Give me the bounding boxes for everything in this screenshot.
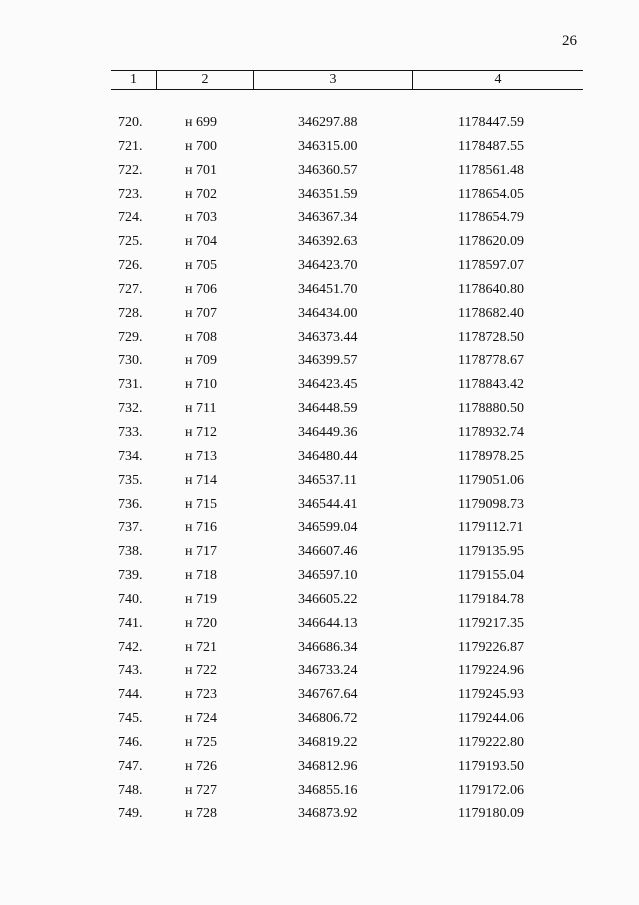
- coord-y: 1178978.25: [458, 448, 524, 464]
- coord-y: 1178597.07: [458, 258, 524, 274]
- coord-x: 346873.92: [298, 806, 358, 822]
- table-row: [0, 446, 639, 470]
- coord-y: 1179244.06: [458, 711, 524, 727]
- coord-x: 346315.00: [298, 138, 358, 154]
- row-index: 736.: [118, 496, 143, 512]
- row-index: 743.: [118, 663, 143, 679]
- coord-y: 1179112.71: [458, 520, 524, 536]
- point-id: н 721: [185, 639, 217, 655]
- point-id: н 706: [185, 281, 217, 297]
- row-index: 729.: [118, 329, 143, 345]
- table-row: [0, 660, 639, 684]
- coord-x: 346423.45: [298, 377, 358, 393]
- coord-y: 1178880.50: [458, 401, 524, 417]
- coord-x: 346351.59: [298, 186, 358, 202]
- coord-x: 346392.63: [298, 234, 358, 250]
- coord-y: 1178728.50: [458, 329, 524, 345]
- point-id: н 701: [185, 162, 217, 178]
- table-row: [0, 637, 639, 661]
- coord-x: 346605.22: [298, 591, 358, 607]
- point-id: н 712: [185, 424, 217, 440]
- coord-x: 346767.64: [298, 687, 358, 703]
- point-id: н 726: [185, 758, 217, 774]
- table-row: [0, 565, 639, 589]
- point-id: н 711: [185, 401, 217, 417]
- row-index: 720.: [118, 115, 143, 130]
- coord-y: 1179217.35: [458, 615, 524, 631]
- coord-y: 1179226.87: [458, 639, 524, 655]
- coord-y: 1179098.73: [458, 496, 524, 512]
- table-row: [0, 398, 639, 422]
- row-index: 722.: [118, 162, 143, 178]
- coord-x: 346544.41: [298, 496, 358, 512]
- row-index: 741.: [118, 615, 143, 631]
- coord-y: 1179222.80: [458, 734, 524, 750]
- row-index: 727.: [118, 281, 143, 297]
- coord-x: 346597.10: [298, 568, 358, 584]
- point-id: н 704: [185, 234, 217, 250]
- point-id: н 708: [185, 329, 217, 345]
- header-col-4: 4: [412, 71, 583, 89]
- header-col-3: 3: [253, 71, 412, 89]
- point-id: н 714: [185, 472, 217, 488]
- row-index: 749.: [118, 806, 143, 822]
- point-id: н 727: [185, 782, 217, 798]
- coord-x: 346360.57: [298, 162, 358, 178]
- table-row: [0, 494, 639, 518]
- coord-x: 346297.88: [298, 115, 358, 130]
- coord-y: 1178620.09: [458, 234, 524, 250]
- coord-y: 1179180.09: [458, 806, 524, 822]
- coord-y: 1178932.74: [458, 424, 524, 440]
- coord-y: 1178654.05: [458, 186, 524, 202]
- row-index: 737.: [118, 520, 143, 536]
- row-index: 747.: [118, 758, 143, 774]
- point-id: н 702: [185, 186, 217, 202]
- coord-y: 1179172.06: [458, 782, 524, 798]
- coord-y: 1179224.96: [458, 663, 524, 679]
- point-id: н 725: [185, 734, 217, 750]
- point-id: н 710: [185, 377, 217, 393]
- table-row: [0, 541, 639, 565]
- coord-x: 346733.24: [298, 663, 358, 679]
- table-row: [0, 327, 639, 351]
- row-index: 733.: [118, 424, 143, 440]
- table-row: [0, 780, 639, 804]
- coord-y: 1178778.67: [458, 353, 524, 369]
- row-index: 739.: [118, 568, 143, 584]
- table-row: [0, 708, 639, 732]
- table-row: [0, 279, 639, 303]
- coord-x: 346367.34: [298, 210, 358, 226]
- table-row: [0, 756, 639, 780]
- coord-y: 1179245.93: [458, 687, 524, 703]
- coord-x: 346644.13: [298, 615, 358, 631]
- row-index: 746.: [118, 734, 143, 750]
- coord-y: 1178843.42: [458, 377, 524, 393]
- point-id: н 717: [185, 544, 217, 560]
- table-header: [111, 70, 583, 90]
- point-id: н 724: [185, 711, 217, 727]
- coord-x: 346423.70: [298, 258, 358, 274]
- table-row: [0, 112, 639, 136]
- row-index: 735.: [118, 472, 143, 488]
- table-row: [0, 517, 639, 541]
- row-index: 734.: [118, 448, 143, 464]
- point-id: н 713: [185, 448, 217, 464]
- row-index: 745.: [118, 711, 143, 727]
- point-id: н 709: [185, 353, 217, 369]
- table-row: [0, 160, 639, 184]
- point-id: н 699: [185, 115, 217, 130]
- page-number: 26: [562, 33, 577, 49]
- table-row: [0, 589, 639, 613]
- coord-x: 346537.11: [298, 472, 357, 488]
- point-id: н 728: [185, 806, 217, 822]
- row-index: 725.: [118, 234, 143, 250]
- coord-y: 1178682.40: [458, 305, 524, 321]
- point-id: н 705: [185, 258, 217, 274]
- coord-y: 1178487.55: [458, 138, 524, 154]
- table-row: [0, 136, 639, 160]
- point-id: н 723: [185, 687, 217, 703]
- coord-x: 346607.46: [298, 544, 358, 560]
- table-row: [0, 255, 639, 279]
- point-id: н 703: [185, 210, 217, 226]
- table-row: [0, 422, 639, 446]
- coord-x: 346806.72: [298, 711, 358, 727]
- row-index: 738.: [118, 544, 143, 560]
- point-id: н 715: [185, 496, 217, 512]
- table-row: [0, 374, 639, 398]
- coord-y: 1179184.78: [458, 591, 524, 607]
- table-row: [0, 684, 639, 708]
- header-col-2: 2: [156, 71, 253, 89]
- coord-x: 346855.16: [298, 782, 358, 798]
- point-id: н 720: [185, 615, 217, 631]
- point-id: н 716: [185, 520, 217, 536]
- point-id: н 718: [185, 568, 217, 584]
- table-row: [0, 613, 639, 637]
- table-row: [0, 470, 639, 494]
- header-col-1: 1: [130, 72, 137, 87]
- row-index: 742.: [118, 639, 143, 655]
- row-index: 740.: [118, 591, 143, 607]
- table-row: [0, 732, 639, 756]
- row-index: 730.: [118, 353, 143, 369]
- coord-y: 1178447.59: [458, 115, 524, 130]
- point-id: н 722: [185, 663, 217, 679]
- coord-x: 346686.34: [298, 639, 358, 655]
- table-row: [0, 184, 639, 208]
- coord-y: 1178654.79: [458, 210, 524, 226]
- row-index: 732.: [118, 401, 143, 417]
- row-index: 723.: [118, 186, 143, 202]
- coord-x: 346480.44: [298, 448, 358, 464]
- coord-x: 346819.22: [298, 734, 358, 750]
- row-index: 728.: [118, 305, 143, 321]
- row-index: 724.: [118, 210, 143, 226]
- coord-x: 346812.96: [298, 758, 358, 774]
- table-row: [0, 231, 639, 255]
- point-id: н 700: [185, 138, 217, 154]
- coord-x: 346449.36: [298, 424, 358, 440]
- row-index: 744.: [118, 687, 143, 703]
- coord-y: 1178640.80: [458, 281, 524, 297]
- coord-y: 1179155.04: [458, 568, 524, 584]
- coord-x: 346434.00: [298, 305, 358, 321]
- point-id: н 719: [185, 591, 217, 607]
- table-row: [0, 803, 639, 827]
- row-index: 721.: [118, 138, 143, 154]
- coord-y: 1179051.06: [458, 472, 524, 488]
- point-id: н 707: [185, 305, 217, 321]
- coord-x: 346448.59: [298, 401, 358, 417]
- coord-x: 346399.57: [298, 353, 358, 369]
- table-body: [0, 112, 639, 827]
- coord-x: 346373.44: [298, 329, 358, 345]
- table-row: [0, 350, 639, 374]
- coord-x: 346599.04: [298, 520, 358, 536]
- coord-y: 1178561.48: [458, 162, 524, 178]
- coord-y: 1179135.95: [458, 544, 524, 560]
- table-row: [0, 303, 639, 327]
- coord-x: 346451.70: [298, 281, 358, 297]
- table-row: [0, 207, 639, 231]
- row-index: 726.: [118, 258, 143, 274]
- coord-y: 1179193.50: [458, 758, 524, 774]
- row-index: 731.: [118, 377, 143, 393]
- row-index: 748.: [118, 782, 143, 798]
